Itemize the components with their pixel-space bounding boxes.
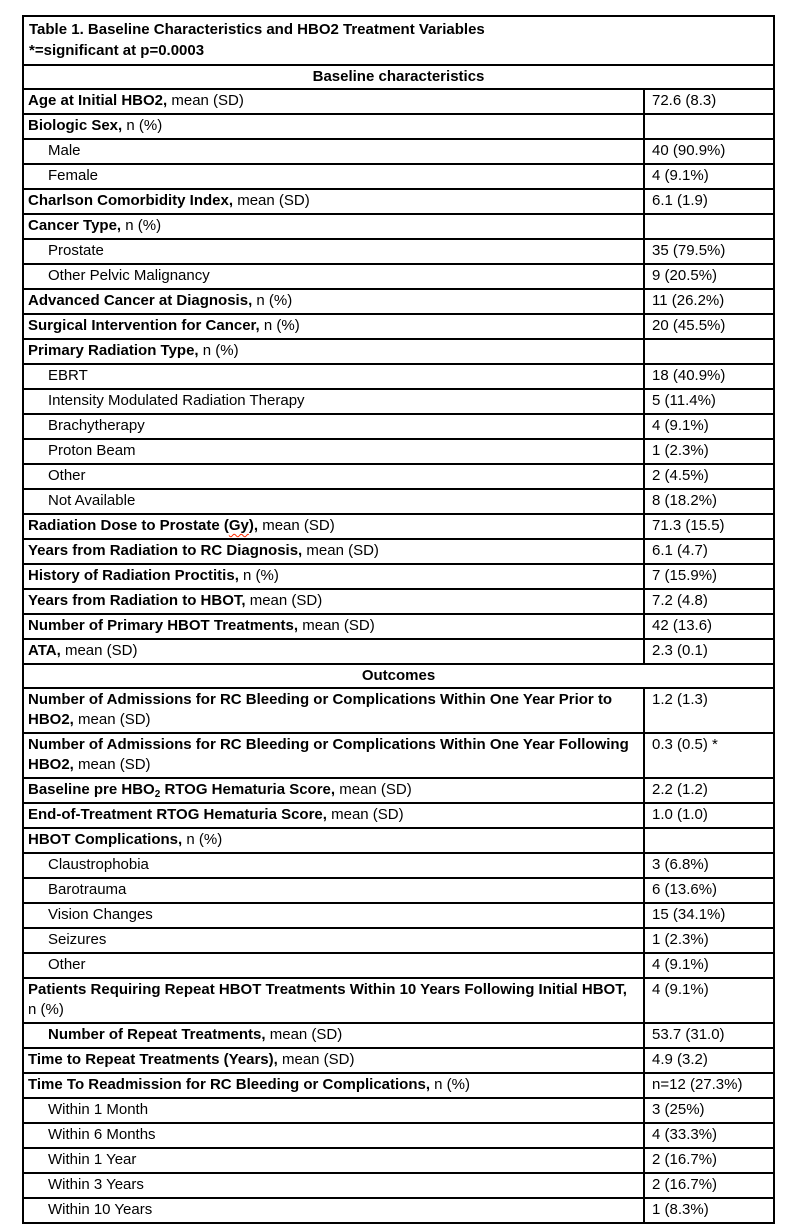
table-row (24, 687, 773, 732)
table-row (24, 363, 773, 388)
table-row (24, 188, 773, 213)
row-label: Within 1 Month (48, 1101, 149, 1118)
table-row (24, 952, 773, 977)
row-label: Male (48, 142, 81, 159)
row-label: Baseline pre $HBO_2$ RTOG Hematuria Score, mean (SD) (28, 781, 412, 800)
table-row (24, 902, 773, 927)
table-row (24, 1147, 773, 1172)
row-label: Not Available (48, 492, 136, 509)
table-row (24, 388, 773, 413)
row-value: n=12 (27.3%) (643, 1074, 773, 1097)
row-value: 15 (34.1%) (643, 904, 773, 927)
table-significance-note: *=significant at p=0.0003 (29, 42, 205, 59)
row-value: 42 (13.6) (643, 615, 773, 638)
table-row (24, 613, 773, 638)
table-row (24, 1072, 773, 1097)
table-row (24, 288, 773, 313)
row-label: Years from Radiation to HBOT, mean (SD) (28, 592, 323, 609)
row-value: 6.1 (1.9) (643, 190, 773, 213)
table-row (24, 513, 773, 538)
row-value: 2.3 (0.1) (643, 640, 773, 663)
row-value: 71.3 (15.5) (643, 515, 773, 538)
row-value: 2 (16.7%) (643, 1149, 773, 1172)
table-row (24, 213, 773, 238)
row-label: Within 3 Years (48, 1176, 144, 1193)
row-value: 35 (79.5%) (643, 240, 773, 263)
table-row (24, 827, 773, 852)
table-row (24, 313, 773, 338)
table-row (24, 1122, 773, 1147)
row-label: Vision Changes (48, 906, 153, 923)
table-row (24, 1022, 773, 1047)
row-value: 9 (20.5%) (643, 265, 773, 288)
row-value: 18 (40.9%) (643, 365, 773, 388)
table-row (24, 463, 773, 488)
table-row (24, 113, 773, 138)
table-row (24, 877, 773, 902)
table-row (24, 852, 773, 877)
row-label: EBRT (48, 367, 88, 384)
row-label: Biologic Sex, n (%) (28, 117, 163, 134)
row-label: Intensity Modulated Radiation Therapy (48, 392, 305, 409)
row-value: 4 (9.1%) (643, 979, 773, 1022)
row-label: Within 6 Months (48, 1126, 156, 1143)
row-value: 4.9 (3.2) (643, 1049, 773, 1072)
table-row (24, 413, 773, 438)
table-row (24, 1097, 773, 1122)
row-label: Surgical Intervention for Cancer, n (%) (28, 317, 300, 334)
row-label: Other Pelvic Malignancy (48, 267, 210, 284)
row-label: History of Radiation Proctitis, n (%) (28, 567, 279, 584)
table-body (24, 64, 773, 1222)
row-value: 3 (25%) (643, 1099, 773, 1122)
row-value (643, 115, 773, 138)
row-label: Number of Admissions for RC Bleeding or Complications Within One Year Prior to HBO2, mean (SD) (28, 691, 613, 728)
row-value: 7.2 (4.8) (643, 590, 773, 613)
table-row (24, 238, 773, 263)
row-label: Within 10 Years (48, 1201, 153, 1218)
row-value (643, 215, 773, 238)
table-row (24, 163, 773, 188)
row-label: Years from Radiation to RC Diagnosis, mean (SD) (28, 542, 379, 559)
row-value: 2 (16.7%) (643, 1174, 773, 1197)
row-label: Primary Radiation Type, n (%) (28, 342, 239, 359)
row-value: 40 (90.9%) (643, 140, 773, 163)
row-label: Prostate (48, 242, 104, 259)
table-title: Table 1. Baseline Characteristics and HBO2 Treatment Variables (29, 21, 485, 38)
table-row (24, 638, 773, 663)
row-label: Other (48, 956, 86, 973)
table-row (24, 563, 773, 588)
row-label: Patients Requiring Repeat HBOT Treatments Within 10 Years Following Initial HBOT, n (%) (28, 981, 627, 1018)
row-value: 1.0 (1.0) (643, 804, 773, 827)
row-value: 8 (18.2%) (643, 490, 773, 513)
row-value: 2 (4.5%) (643, 465, 773, 488)
row-label: Charlson Comorbidity Index, mean (SD) (28, 192, 310, 209)
row-value: 11 (26.2%) (643, 290, 773, 313)
row-value: 1 (8.3%) (643, 1199, 773, 1222)
row-value: 1.2 (1.3) (643, 689, 773, 732)
row-value (643, 829, 773, 852)
row-value: 53.7 (31.0) (643, 1024, 773, 1047)
row-value: 4 (9.1%) (643, 165, 773, 188)
table-row (24, 1047, 773, 1072)
row-value: 4 (9.1%) (643, 954, 773, 977)
table-row (24, 927, 773, 952)
row-label: Number of Repeat Treatments, mean (SD) (48, 1026, 343, 1043)
row-value: 1 (2.3%) (643, 929, 773, 952)
table-row (24, 977, 773, 1022)
row-label: Brachytherapy (48, 417, 145, 434)
row-label: Barotrauma (48, 881, 127, 898)
table-row (24, 538, 773, 563)
table-row (24, 1197, 773, 1222)
row-label: Time to Repeat Treatments (Years), mean (SD) (28, 1051, 355, 1068)
row-value: 7 (15.9%) (643, 565, 773, 588)
row-value: 0.3 (0.5) * (643, 734, 773, 777)
row-label: Within 1 Year (48, 1151, 137, 1168)
row-label: Claustrophobia (48, 856, 149, 873)
table-row (24, 1172, 773, 1197)
table-title-block (24, 17, 773, 64)
table-row (24, 263, 773, 288)
row-label: Advanced Cancer at Diagnosis, n (%) (28, 292, 293, 309)
row-label: Proton Beam (48, 442, 136, 459)
row-value (643, 340, 773, 363)
row-value: 6 (13.6%) (643, 879, 773, 902)
row-value: 4 (9.1%) (643, 415, 773, 438)
row-label: Age at Initial HBO2, mean (SD) (28, 92, 244, 109)
row-label: Cancer Type, n (%) (28, 217, 162, 234)
row-label: Number of Admissions for RC Bleeding or Complications Within One Year Following HBO2, mean (SD) (28, 736, 629, 773)
table-row (24, 138, 773, 163)
row-value: 4 (33.3%) (643, 1124, 773, 1147)
row-value: 20 (45.5%) (643, 315, 773, 338)
table-row (24, 438, 773, 463)
table-row (24, 488, 773, 513)
row-value: 72.6 (8.3) (643, 90, 773, 113)
table-row (24, 88, 773, 113)
row-label: Seizures (48, 931, 107, 948)
row-value: 3 (6.8%) (643, 854, 773, 877)
row-value: 6.1 (4.7) (643, 540, 773, 563)
section-header-row: Outcomes (24, 663, 773, 687)
row-label: Number of Primary HBOT Treatments, mean (SD) (28, 617, 375, 634)
row-label: Female (48, 167, 99, 184)
row-label: ATA, mean (SD) (28, 642, 138, 659)
row-label: End-of-Treatment RTOG Hematuria Score, mean (SD) (28, 806, 404, 823)
table-row (24, 338, 773, 363)
baseline-characteristics-table (22, 15, 775, 1224)
section-header-row: Baseline characteristics (24, 64, 773, 88)
row-label: Time To Readmission for RC Bleeding or Complications, n (%) (28, 1076, 471, 1093)
table-row (24, 588, 773, 613)
row-label: Radiation Dose to Prostate (Gy), mean (SD) (28, 517, 335, 534)
row-value: 2.2 (1.2) (643, 779, 773, 802)
row-value: 5 (11.4%) (643, 390, 773, 413)
table-row (24, 732, 773, 777)
row-label: HBOT Complications, n (%) (28, 831, 223, 848)
table-row (24, 802, 773, 827)
row-value: 1 (2.3%) (643, 440, 773, 463)
table-row (24, 777, 773, 802)
row-label: Other (48, 467, 86, 484)
